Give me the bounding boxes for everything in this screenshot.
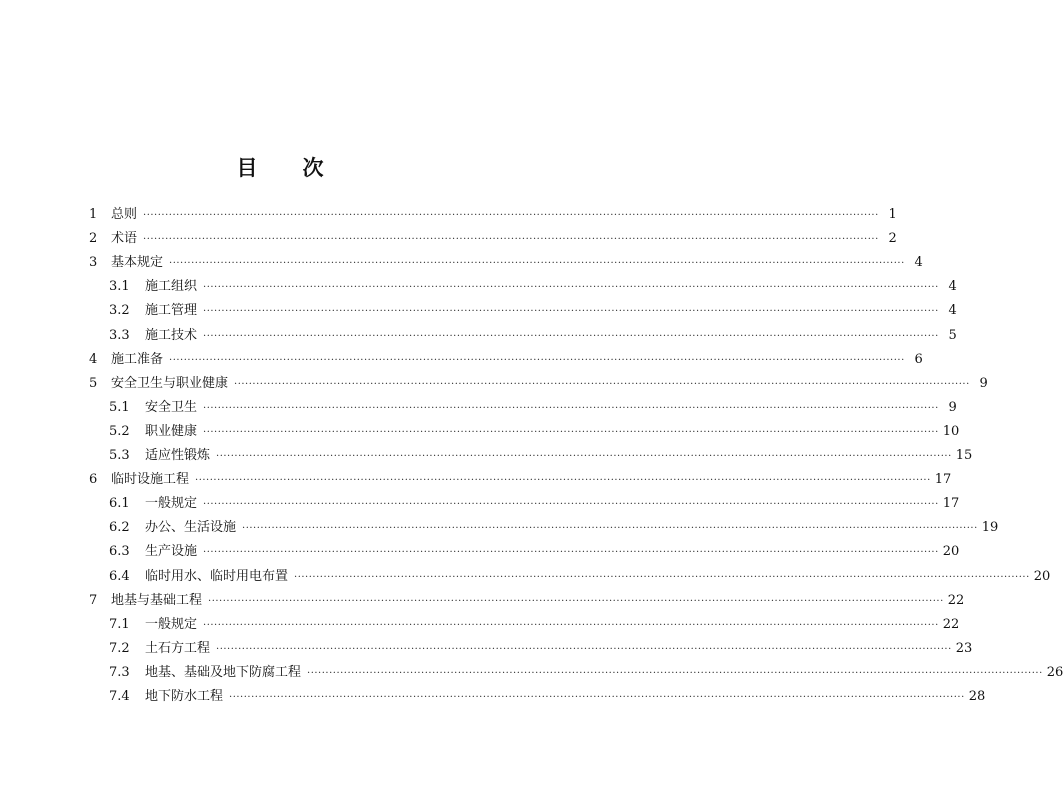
toc-entry-page-number: 28 [968, 689, 986, 704]
toc-entry-label: 安全卫生与职业健康 [111, 375, 229, 391]
toc-entry-number: 5.2 [109, 423, 130, 439]
toc-entry-line [111, 591, 965, 612]
toc-entry-line [111, 350, 923, 371]
toc-entry-page-number: 4 [914, 255, 923, 271]
toc-entry-label: 生产设施 [145, 544, 198, 560]
toc-dot-leader: ········································································································································································································ [169, 258, 905, 270]
toc-entry-label: 土石方工程 [145, 640, 211, 656]
toc-entry-page-number: 9 [979, 375, 988, 391]
toc-dot-leader: ········································································································································································································ [203, 499, 939, 511]
toc-section-entry[interactable] [0, 542, 960, 562]
toc-dot-leader: ········································································································································································································ [143, 210, 879, 221]
toc-entry-line [145, 518, 999, 539]
toc-entry-page-number: 20 [1033, 568, 1051, 584]
toc-chapter-entry[interactable] [0, 470, 952, 490]
toc-dot-leader: ········································································································································································································ [208, 595, 944, 607]
toc-dot-leader: ········································································································································································································ [195, 475, 931, 487]
toc-section-entry[interactable] [0, 422, 960, 442]
toc-entry-number: 3.2 [109, 303, 130, 319]
toc-entry-page-number: 22 [947, 592, 965, 608]
toc-dot-leader: ········································································································································································································ [169, 354, 905, 366]
toc-dot-leader: ········································································································································································································ [203, 547, 939, 559]
toc-entry-number: 6 [89, 472, 98, 488]
toc-entry-label: 一般规定 [145, 616, 198, 632]
toc-entry-number: 5.3 [109, 448, 130, 463]
toc-entry-page-number: 19 [981, 520, 999, 536]
toc-entry-number: 7 [89, 592, 98, 608]
toc-entry-number: 3 [89, 255, 98, 271]
page-title [0, 152, 561, 182]
toc-entry-number: 2 [89, 231, 98, 247]
toc-entry-line [111, 205, 897, 226]
toc-dot-leader: ········································································································································································································ [307, 667, 1043, 679]
toc-entry-line [111, 374, 988, 395]
toc-entry-number: 3.1 [109, 279, 130, 295]
toc-entry-page-number: 17 [934, 472, 952, 488]
toc-section-entry[interactable] [0, 663, 1063, 683]
toc-section-entry[interactable] [0, 326, 957, 346]
toc-entry-number: 5 [89, 375, 98, 391]
toc-dot-leader: ········································································································································································································ [203, 402, 939, 414]
toc-entry-number: 7.4 [109, 689, 130, 704]
toc-entry-line [145, 422, 960, 443]
toc-dot-leader: ········································································································································································································ [203, 306, 939, 318]
toc-dot-leader: ········································································································································································································ [203, 426, 939, 438]
toc-entry-label: 地下防水工程 [145, 689, 224, 704]
toc-chapter-entry[interactable] [0, 591, 965, 611]
toc-dot-leader: ········································································································································································································ [294, 571, 1030, 583]
toc-dot-leader: ········································································································································································································ [216, 643, 952, 655]
toc-entry-page-number: 22 [942, 616, 960, 632]
toc-entry-line [145, 494, 960, 515]
toc-entry-line [145, 542, 960, 563]
toc-entry-label: 适应性锻炼 [145, 448, 211, 463]
toc-entry-line [111, 470, 952, 491]
toc-entry-label: 临时用水、临时用电布置 [145, 568, 289, 584]
toc-section-entry[interactable] [0, 615, 960, 635]
toc-entry-label: 临时设施工程 [111, 472, 190, 488]
toc-entry-line [145, 687, 986, 708]
toc-chapter-entry[interactable] [0, 374, 988, 394]
toc-entry-label: 总则 [111, 207, 138, 222]
page-title-char-2: 次 [302, 155, 325, 180]
toc-entry-page-number: 1 [888, 207, 897, 222]
toc-entry-number: 7.2 [109, 640, 130, 656]
toc-entry-label: 施工准备 [111, 351, 164, 367]
toc-entry-page-number: 2 [888, 231, 897, 247]
toc-entry-label: 办公、生活设施 [145, 520, 237, 536]
toc-dot-leader: ········································································································································································································ [203, 619, 939, 631]
toc-entry-label: 地基、基础及地下防腐工程 [145, 664, 302, 680]
toc-entry-page-number: 20 [942, 544, 960, 560]
toc-entry-page-number: 15 [955, 448, 973, 463]
toc-section-entry[interactable] [0, 567, 1051, 587]
toc-entry-line [145, 446, 973, 467]
toc-entry-page-number: 4 [948, 279, 957, 295]
toc-entry-number: 5.1 [109, 399, 130, 415]
toc-entry-line [145, 639, 973, 660]
toc-entry-line [145, 398, 957, 419]
toc-entry-page-number: 26 [1046, 664, 1063, 680]
toc-chapter-entry[interactable] [0, 205, 897, 225]
toc-entry-number: 7.1 [109, 616, 130, 632]
toc-entry-page-number: 23 [955, 640, 973, 656]
toc-entry-number: 6.2 [109, 520, 130, 536]
toc-dot-leader: ········································································································································································································ [234, 378, 970, 390]
toc-entry-page-number: 5 [948, 327, 957, 343]
toc-entry-label: 地基与基础工程 [111, 592, 203, 608]
toc-dot-leader: ········································································································································································································ [216, 451, 952, 462]
toc-section-entry[interactable] [0, 494, 960, 514]
toc-section-entry[interactable] [0, 639, 973, 659]
toc-entry-line [145, 277, 957, 298]
toc-entry-page-number: 17 [942, 496, 960, 512]
toc-entry-label: 职业健康 [145, 423, 198, 439]
toc-section-entry[interactable] [0, 518, 999, 538]
toc-section-entry[interactable] [0, 446, 973, 466]
toc-entry-page-number: 9 [948, 399, 957, 415]
toc-entry-line [111, 229, 897, 250]
toc-entry-line [145, 326, 957, 347]
toc-entry-page-number: 10 [942, 423, 960, 439]
toc-chapter-entry[interactable] [0, 229, 897, 249]
toc-dot-leader: ········································································································································································································ [242, 523, 978, 535]
page-title-char-1: 目 [236, 155, 259, 180]
toc-entry-page-number: 6 [914, 351, 923, 367]
toc-entry-number: 1 [89, 207, 98, 222]
toc-section-entry[interactable] [0, 687, 986, 707]
toc-entry-number: 7.3 [109, 664, 130, 680]
toc-entry-number: 6.1 [109, 496, 130, 512]
toc-entry-line [145, 615, 960, 636]
toc-dot-leader: ········································································································································································································ [203, 330, 939, 342]
toc-entry-line [145, 301, 957, 322]
toc-entry-label: 安全卫生 [145, 399, 198, 415]
toc-chapter-entry[interactable] [0, 350, 923, 370]
toc-chapter-entry[interactable] [0, 253, 923, 273]
toc-entry-number: 6.4 [109, 568, 130, 584]
toc-section-entry[interactable] [0, 301, 957, 321]
toc-section-entry[interactable] [0, 277, 957, 297]
toc-entry-line [145, 663, 1063, 684]
toc-entry-page-number: 4 [948, 303, 957, 319]
toc-entry-number: 6.3 [109, 544, 130, 560]
toc-entry-label: 一般规定 [145, 496, 198, 512]
toc-entry-label: 施工技术 [145, 327, 198, 343]
toc-dot-leader: ········································································································································································································ [143, 234, 879, 246]
toc-entry-label: 术语 [111, 231, 138, 247]
toc-entry-label: 基本规定 [111, 255, 164, 271]
toc-dot-leader: ········································································································································································································ [203, 282, 939, 294]
toc-section-entry[interactable] [0, 398, 957, 418]
toc-entry-line [111, 253, 923, 274]
toc-entry-number: 3.3 [109, 327, 130, 343]
toc-entry-number: 4 [89, 351, 98, 367]
toc-entry-line [145, 567, 1051, 588]
toc-entry-label: 施工组织 [145, 279, 198, 295]
toc-dot-leader: ········································································································································································································ [229, 692, 965, 703]
toc-entry-label: 施工管理 [145, 303, 198, 319]
